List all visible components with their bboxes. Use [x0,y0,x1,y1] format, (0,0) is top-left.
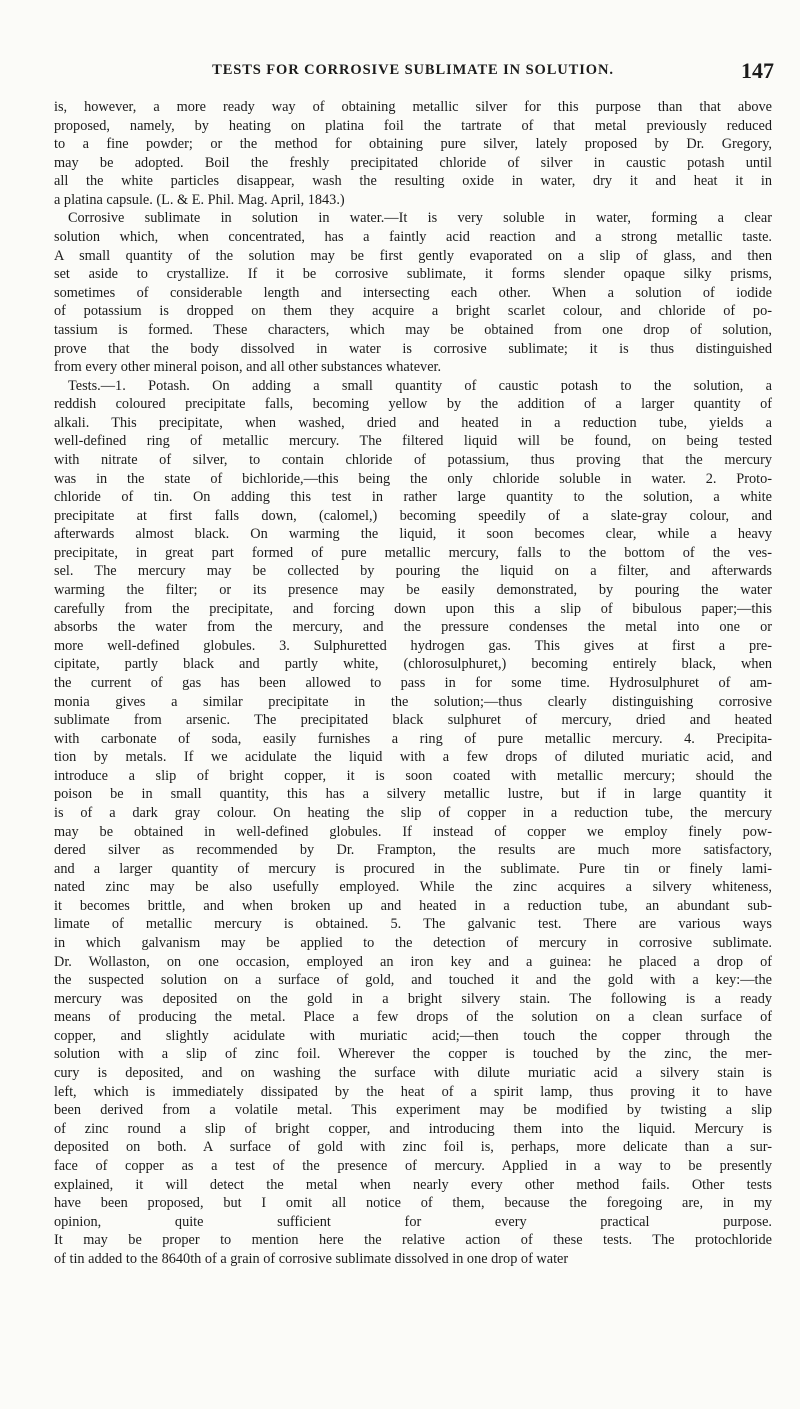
text-line: precipitate, in great part formed of pure metallic mercury, falls to the bottom of the ves- [54,544,772,561]
text-line: tassium is formed. These characters, which may be obtained from one drop of solution, [54,321,772,338]
running-head: TESTS FOR CORROSIVE SUBLIMATE IN SOLUTION. [212,62,614,78]
text-line: explained, it will detect the metal when nearly every other method fails. Other tests [54,1176,772,1193]
text-line: monia gives a similar precipitate in the solution;—thus clearly distinguishing corrosive [54,693,772,710]
text-line: may be obtained in well-defined globules. If instead of copper we employ finely pow- [54,823,772,840]
text-line: afterwards almost black. On warming the liquid, it soon becomes clear, while a heavy [54,526,772,543]
text-line: precipitate at first falls down, (calomel,) becoming speedily of a slate-gray colour, and [54,507,772,524]
text-line: A small quantity of the solution may be first gently evaporated on a slip of glass, and then [54,247,772,264]
text-line: is of a dark gray colour. On heating the slip of copper in a reduction tube, the mercury [54,804,772,821]
text-line: with nitrate of silver, to contain chloride of potassium, thus proving that the mercury [54,451,772,468]
text-line: opinion, quite sufficient for every practical purpose. [54,1213,772,1230]
text-line: alkali. This precipitate, when washed, dried and heated in a reduction tube, yields a [54,414,772,431]
text-line: carefully from the precipitate, and forcing down upon this a slip of bibulous paper;—this [54,600,772,617]
text-line: and a larger quantity of mercury is procured in the sublimate. Pure tin or finely lami- [54,860,772,877]
text-line: left, which is immediately dissipated by the heat of a spirit lamp, thus proving it to have [54,1083,772,1100]
text-line: nated zinc may be also usefully employed. While the zinc acquires a silvery whiteness, [54,879,772,896]
text-line: the suspected solution on a surface of gold, and touched it and the gold with a key:—the [54,972,772,989]
text-line: to a fine powder; or the method for obtaining pure silver, lately proposed by Dr. Gregory, [54,136,772,153]
text-line: Corrosive sublimate in solution in water.—It is very soluble in water, forming a clear [68,210,772,227]
text-line: solution which, when concentrated, has a faintly acid reaction and a strong metallic taste. [54,229,772,246]
text-line: cipitate, partly black and partly white, (chlorosulphuret,) becoming entirely black, when [54,656,772,673]
text-line: cury is deposited, and on washing the surface with dilute muriatic acid a silvery stain is [54,1065,772,1082]
text-line: well-defined ring of metallic mercury. The filtered liquid will be found, on being tested [54,433,772,450]
text-line: from every other mineral poison, and all other substances whatever. [54,359,442,376]
text-line: copper, and slightly acidulate with muriatic acid;—then touch the copper through the [54,1027,772,1044]
text-line: it becomes brittle, and when broken up and heated in a reduction tube, an abundant sub- [54,897,772,914]
text-line: sometimes of considerable length and intersecting each other. When a solution of iodide [54,284,772,301]
text-line: introduce a slip of bright copper, it is soon coated with metallic mercury; should the [54,767,772,784]
text-line: of potassium is dropped on them they acquire a bright scarlet colour, and chloride of po- [54,303,772,320]
text-line: of tin added to the 8640th of a grain of corrosive sublimate dissolved in one drop of water [54,1250,569,1267]
text-line: means of producing the metal. Place a few drops of the solution on a clean surface of [54,1009,772,1026]
text-line: have been proposed, but I omit all notice of them, because the foregoing are, in my [54,1195,772,1212]
text-line: absorbs the water from the mercury, and the pressure condenses the metal into one or [54,619,772,636]
text-line: proposed, namely, by heating on platina foil the tartrate of that metal previously reduced [54,117,772,134]
page-header [52,58,774,86]
text-line: dered silver as recommended by Dr. Frampton, the results are much more satisfactory, [54,842,772,859]
text-line: warming the filter; or its presence may be easily demonstrated, by pouring the water [54,582,772,599]
text-line: mercury was deposited on the gold in a bright silvery stain. The following is a ready [54,990,772,1007]
text-line: may be adopted. Boil the freshly precipitated chloride of silver in caustic potash until [54,154,772,171]
text-line: was in the state of bichloride,—this being the only chloride soluble in water. 2. Proto- [54,470,772,487]
text-line: deposited on both. A surface of gold with zinc foil is, perhaps, more delicate than a sur- [54,1139,772,1156]
text-line: with carbonate of soda, easily furnishes a ring of pure metallic mercury. 4. Precipita- [54,730,772,747]
text-line: of zinc round a slip of bright copper, and introducing them into the liquid. Mercury is [54,1120,772,1137]
text-line: face of copper as a test of the presence of mercury. Applied in a way to be presently [54,1157,772,1174]
text-line: a platina capsule. (L. & E. Phil. Mag. April, 1843.) [54,191,345,208]
text-line: been derived from a volatile metal. This experiment may be modified by twisting a slip [54,1102,772,1119]
text-line: prove that the body dissolved in water is corrosive sublimate; it is thus distinguished [54,340,772,357]
body-text [54,98,772,1268]
text-line: chloride of tin. On adding this test in rather large quantity to the solution, a white [54,489,772,506]
text-line: all the white particles disappear, wash the resulting oxide in water, dry it and heat it in [54,173,772,190]
page-number: 147 [741,58,774,83]
text-line: poison be in small quantity, this has a silvery metallic lustre, but if in large quantity it [54,786,772,803]
text-line: sublimate from arsenic. The precipitated black sulphuret of mercury, dried and heated [54,712,772,729]
text-line: reddish coloured precipitate falls, becoming yellow by the addition of a larger quantity of [54,396,772,413]
text-line: It may be proper to mention here the relative action of these tests. The protochloride [54,1232,772,1249]
text-line: set aside to crystallize. If it be corrosive sublimate, it forms slender opaque silky prisms, [54,266,772,283]
text-line: tion by metals. If we acidulate the liquid with a few drops of diluted muriatic acid, and [54,749,772,766]
text-line: sel. The mercury may be collected by pouring the liquid on a filter, and afterwards [54,563,772,580]
text-line: the current of gas has been allowed to pass in for some time. Hydrosulphuret of am- [54,674,772,691]
text-line: is, however, a more ready way of obtaining metallic silver for this purpose than that above [54,99,772,115]
text-line: limate of metallic mercury is obtained. 5. The galvanic test. There are various ways [54,916,772,933]
text-line: Tests.—1. Potash. On adding a small quantity of caustic potash to the solution, a [68,377,772,394]
text-line: Dr. Wollaston, on one occasion, employed an iron key and a guinea: he placed a drop of [54,953,772,970]
text-line: in which galvanism may be applied to the detection of mercury in corrosive sublimate. [54,935,772,952]
text-line: solution with a slip of zinc foil. Wherever the copper is touched by the zinc, the mer- [54,1046,772,1063]
text-line: more well-defined globules. 3. Sulphuretted hydrogen gas. This gives at first a pre- [54,637,772,654]
